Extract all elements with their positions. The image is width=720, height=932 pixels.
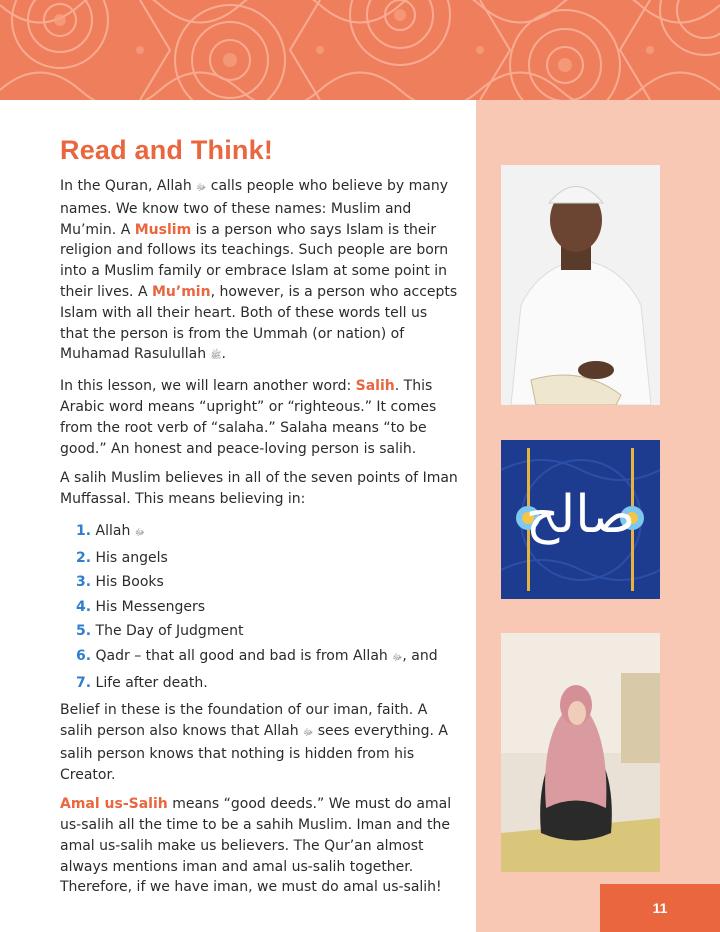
allah-honorific: ﷻ bbox=[392, 652, 403, 663]
page-number: 11 bbox=[600, 884, 720, 932]
paragraph-amal bbox=[60, 794, 460, 898]
text-span: Belief in these is the foundation of our iman, faith. A salih person also knows that Allah bbox=[60, 702, 428, 739]
list-number: 4. bbox=[76, 598, 92, 615]
paragraph-intro bbox=[60, 176, 460, 367]
list-text: His Books bbox=[95, 574, 164, 591]
main-content bbox=[60, 134, 460, 907]
paragraph-belief bbox=[60, 700, 460, 785]
calligraphy-text: صالح bbox=[525, 485, 636, 545]
text-span: In the Quran, Allah bbox=[60, 178, 197, 194]
text-span: . bbox=[221, 346, 226, 363]
list-text-tail: , and bbox=[402, 647, 438, 664]
belief-list bbox=[60, 519, 460, 695]
list-text: Qadr – that all good and bad is from Allah bbox=[95, 647, 393, 664]
page-title: Read and Think! bbox=[60, 135, 274, 165]
term-mumin: Mu’min bbox=[151, 283, 211, 300]
paragraph-iman: A salih Muslim believes in all of the seven points of Iman Muffassal. This means believing in: bbox=[60, 470, 458, 508]
list-item bbox=[76, 619, 460, 644]
list-item bbox=[76, 546, 460, 571]
ornamental-banner bbox=[0, 0, 720, 100]
list-number: 2. bbox=[76, 549, 92, 566]
prophet-honorific: ﷺ bbox=[210, 351, 222, 362]
text-span: sees everything. A salih person knows that nothing is hidden from his Creator. bbox=[60, 722, 449, 783]
allah-honorific: ﷻ bbox=[134, 527, 145, 538]
list-item bbox=[76, 671, 460, 696]
list-text: Allah bbox=[95, 522, 135, 539]
text-span: calls people who believe by many names. We know two of these names: Muslim and Mu’min. A bbox=[60, 178, 449, 238]
list-number: 5. bbox=[76, 623, 92, 640]
term-amal-us-salih: Amal us-Salih bbox=[60, 796, 168, 813]
list-item bbox=[76, 570, 460, 595]
list-text: His angels bbox=[95, 549, 168, 566]
text-span: In this lesson, we will learn another word: bbox=[60, 378, 356, 395]
man-reading-quran-photo bbox=[501, 165, 660, 405]
list-item bbox=[76, 595, 460, 620]
text-span: . This Arabic word means “upright” or “righteous.” It comes from the root verb of “salaha.” Salaha means “to be good.” An honest and peace-loving person is salih. bbox=[60, 378, 437, 457]
term-salih: Salih bbox=[355, 378, 395, 395]
arabesque-pattern bbox=[0, 0, 720, 100]
woman-praying-photo bbox=[501, 633, 660, 872]
list-number: 3. bbox=[76, 574, 92, 591]
list-text: The Day of Judgment bbox=[95, 623, 244, 640]
paragraph-salih bbox=[60, 376, 460, 459]
list-item bbox=[76, 644, 460, 671]
list-number: 1. bbox=[76, 522, 92, 539]
list-item bbox=[76, 519, 460, 546]
allah-honorific: ﷻ bbox=[196, 183, 207, 193]
text-span: means “good deeds.” We must do amal us-salih all the time to be a sahih Muslim. Iman and the amal us-salih make us believers. The Qur’an almost always mentions iman and amal us-salih together. Therefore, if we have iman, we must do amal us-salih! bbox=[60, 796, 452, 896]
list-number: 7. bbox=[76, 674, 92, 691]
text-span: , however, is a person who accepts Islam with all their heart. Both of these words tell us that the person is from the Ummah (or nation) of Muhamad Rasulullah bbox=[60, 283, 458, 363]
allah-honorific: ﷻ bbox=[303, 727, 314, 738]
list-text: Life after death. bbox=[95, 674, 208, 691]
list-text: His Messengers bbox=[95, 598, 205, 615]
term-muslim: Muslim bbox=[134, 221, 192, 238]
list-number: 6. bbox=[76, 647, 92, 664]
text-span: is a person who says Islam is their religion and follows its teachings. Such people are born into a Muslim family or embrace Islam at some point in their lives. A bbox=[60, 221, 449, 300]
